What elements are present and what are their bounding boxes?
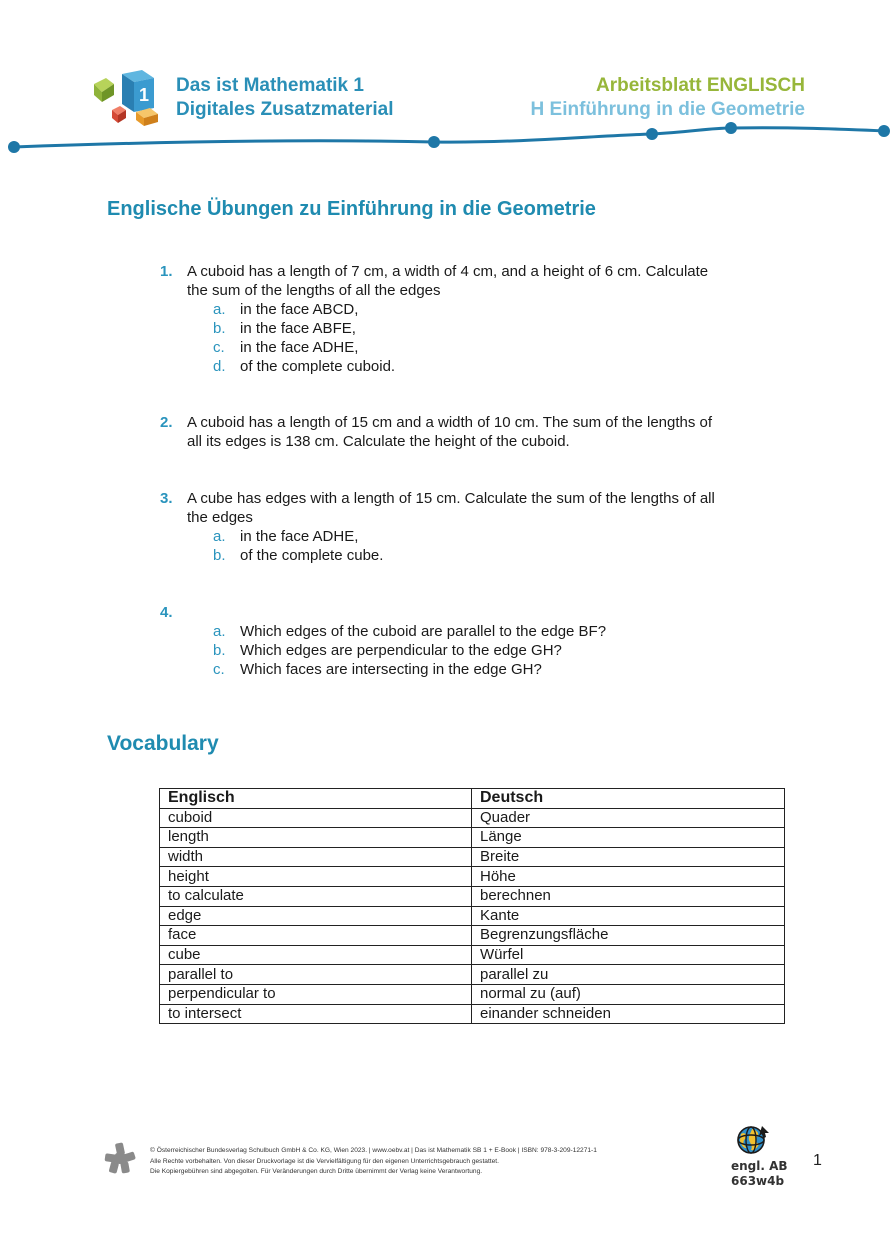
exercise-2-number: 2. <box>160 414 173 431</box>
exercise-1d-letter: d. <box>213 358 226 375</box>
vocabulary-table <box>159 788 785 1024</box>
table-header-row <box>160 789 785 809</box>
exercise-3-number: 3. <box>160 490 173 507</box>
cell-german: Würfel <box>472 945 785 965</box>
cell-english: to calculate <box>160 886 472 906</box>
exercise-1b-text: in the face ABFE, <box>240 320 356 337</box>
column-header-german: Deutsch <box>472 789 785 809</box>
cell-english: cuboid <box>160 808 472 828</box>
page-title: Englische Übungen zu Einführung in die Geometrie <box>107 198 596 220</box>
cell-german: einander schneiden <box>472 1004 785 1024</box>
exercise-4b-text: Which edges are perpendicular to the edge GH? <box>240 642 562 659</box>
exercise-3b-letter: b. <box>213 547 226 564</box>
cell-german: Breite <box>472 847 785 867</box>
exercise-1c-text: in the face ADHE, <box>240 339 359 356</box>
cell-english: to intersect <box>160 1004 472 1024</box>
exercise-3a-letter: a. <box>213 528 226 545</box>
cell-german: berechnen <box>472 886 785 906</box>
exercise-4-number: 4. <box>160 604 173 621</box>
exercise-1b-letter: b. <box>213 320 226 337</box>
online-code: engl. AB 663w4b <box>731 1159 788 1188</box>
cell-german: normal zu (auf) <box>472 984 785 1004</box>
cell-english: height <box>160 867 472 887</box>
table-row <box>160 867 785 887</box>
table-row <box>160 965 785 985</box>
table-row <box>160 886 785 906</box>
exercise-1c-letter: c. <box>213 339 225 356</box>
cell-english: edge <box>160 906 472 926</box>
cell-english: face <box>160 926 472 946</box>
cell-english: parallel to <box>160 965 472 985</box>
table-row <box>160 828 785 848</box>
globe-icon <box>735 1122 771 1158</box>
cell-english: width <box>160 847 472 867</box>
table-row <box>160 847 785 867</box>
exercise-4c-text: Which faces are intersecting in the edge GH? <box>240 661 542 678</box>
cell-german: Begrenzungsfläche <box>472 926 785 946</box>
exercise-1a-letter: a. <box>213 301 226 318</box>
exercise-4b-letter: b. <box>213 642 226 659</box>
footer-copyright: © Österreichischer Bundesverlag Schulbuch GmbH & Co. KG, Wien 2023. | www.oebv.at | Das ist Mathematik SB 1 + E-Book | ISBN: 978-3-209-12271-1 Alle Rechte vorbehalten. Von dieser Druckvorlage ist die Vervielfältigung für den eigenen Unterrichtsgebrauch gestattet. Die Kopiergebühren sind abgegolten. Für Veränderungen durch Dritte übernimmt der Verlag keine Verantwortung. <box>150 1147 597 1175</box>
worksheet-type: Arbeitsblatt ENGLISCH <box>595 75 805 96</box>
table-row <box>160 984 785 1004</box>
exercise-3-text: A cube has edges with a length of 15 cm. Calculate the sum of the lengths of all the edges <box>187 490 715 526</box>
vocabulary-heading: Vocabulary <box>107 732 219 755</box>
exercise-1-text: A cuboid has a length of 7 cm, a width of 4 cm, and a height of 6 cm. Calculate the sum of the lengths of all the edges <box>187 263 709 299</box>
header-left <box>176 74 394 122</box>
cell-german: Länge <box>472 828 785 848</box>
exercise-3b-text: of the complete cube. <box>240 547 384 564</box>
exercise-4a-text: Which edges of the cuboid are parallel to the edge BF? <box>240 623 607 640</box>
worksheet-topic: H Einführung in die Geometrie <box>530 99 805 120</box>
cell-german: Kante <box>472 906 785 926</box>
table-row <box>160 926 785 946</box>
table-row <box>160 906 785 926</box>
book-subtitle: Digitales Zusatzmaterial <box>176 99 394 120</box>
table-row <box>160 808 785 828</box>
exercise-1d-text: of the complete cuboid. <box>240 358 396 375</box>
exercise-1-number: 1. <box>160 263 173 280</box>
exercise-4c-letter: c. <box>213 661 225 678</box>
svg-text:1: 1 <box>138 85 150 105</box>
column-header-english: Englisch <box>160 789 472 809</box>
header-wave-line <box>0 118 890 158</box>
exercise-2-text: A cuboid has a length of 15 cm and a width of 10 cm. The sum of the lengths of all its edges is 138 cm. Calculate the height of the cuboid. <box>187 414 713 450</box>
header-right <box>531 74 805 122</box>
table-row <box>160 1004 785 1024</box>
cell-english: cube <box>160 945 472 965</box>
cell-english: perpendicular to <box>160 984 472 1004</box>
exercise-1a-text: in the face ABCD, <box>240 301 359 318</box>
book-title: Das ist Mathematik 1 <box>176 75 364 96</box>
table-row <box>160 945 785 965</box>
cell-german: parallel zu <box>472 965 785 985</box>
exercise-4a-letter: a. <box>213 623 226 640</box>
page-number: 1 <box>813 1152 822 1169</box>
exercise-3a-text: in the face ADHE, <box>240 528 359 545</box>
cell-english: length <box>160 828 472 848</box>
cell-german: Höhe <box>472 867 785 887</box>
cell-german: Quader <box>472 808 785 828</box>
publisher-footer-logo <box>104 1142 136 1174</box>
